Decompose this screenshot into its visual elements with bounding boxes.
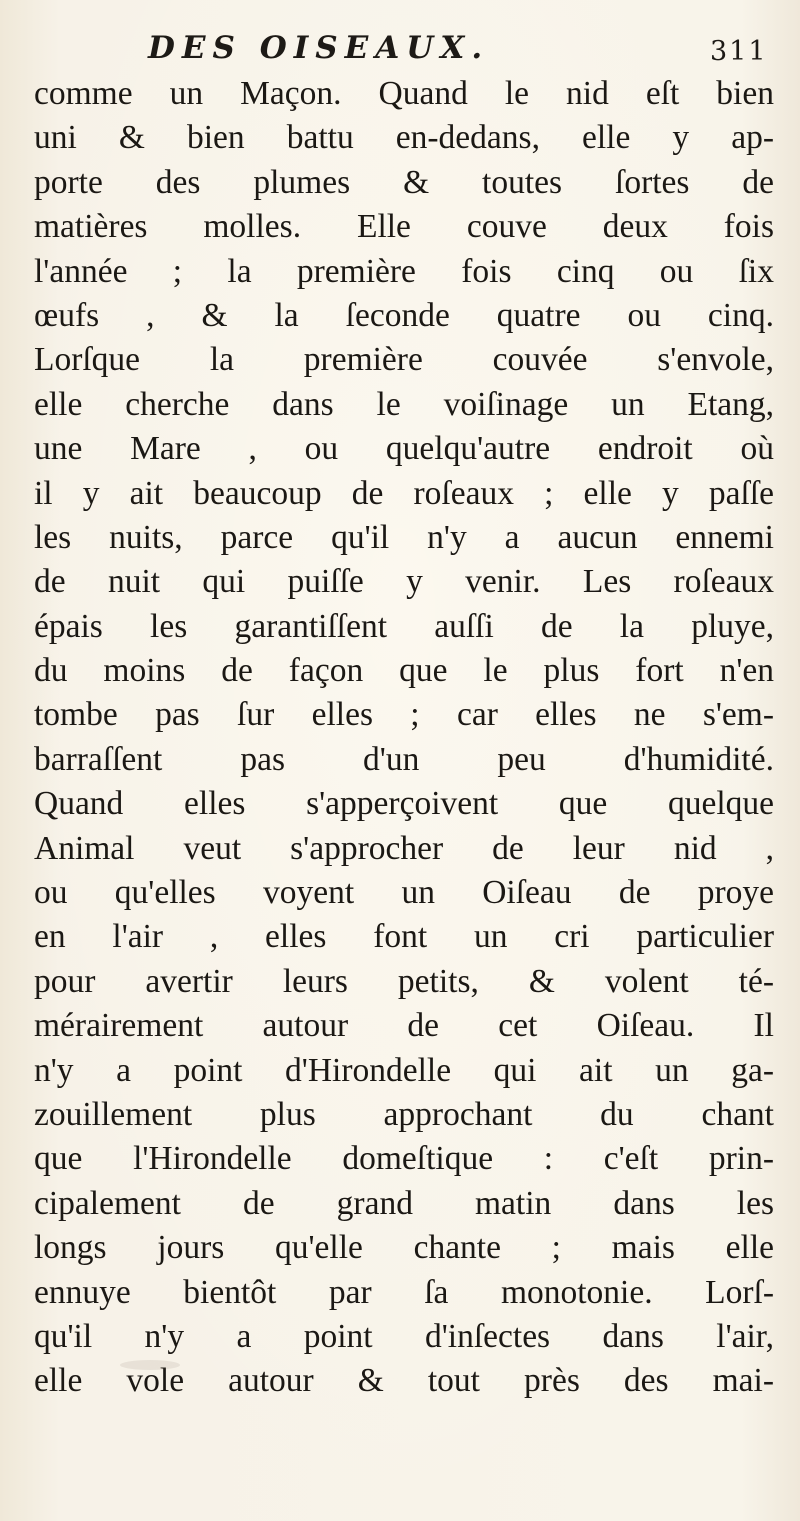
text-line: matières molles. Elle couve deux fois — [34, 208, 774, 246]
text-line: porte des plumes & toutes ſortes de — [34, 163, 774, 201]
text-line: Quand elles s'apperçoivent que quelque — [34, 785, 774, 823]
text-line: du moins de façon que le plus fort n'en — [34, 652, 774, 690]
text-line: barraſſent pas d'un peu d'humidité. — [34, 740, 774, 778]
text-line: l'année ; la première fois cinq ou ſix — [34, 252, 774, 290]
ink-smudge — [120, 1360, 180, 1370]
text-line: mérairement autour de cet Oiſeau. Il — [34, 1007, 774, 1045]
text-line: de nuit qui puiſſe y venir. Les roſeaux — [34, 563, 774, 601]
text-line: zouillement plus approchant du chant — [34, 1095, 774, 1133]
text-line: il y ait beaucoup de roſeaux ; elle y paſſe — [34, 474, 774, 512]
text-line: elle cherche dans le voiſinage un Etang, — [34, 385, 774, 423]
text-line: comme un Maçon. Quand le nid eſt bien — [34, 75, 774, 112]
text-line: qu'il n'y a point d'inſectes dans l'air, — [34, 1317, 774, 1355]
text-line: œufs , & la ſeconde quatre ou cinq. — [34, 296, 774, 334]
text-line: uni & bien battu en-dedans, elle y ap- — [34, 119, 774, 157]
text-line: Lorſque la première couvée s'envole, — [34, 341, 774, 379]
text-line: elle vole autour & tout près des mai- — [34, 1362, 774, 1400]
text-line: les nuits, parce qu'il n'y a aucun ennemi — [34, 518, 774, 556]
running-title: DES OISEAUX. — [148, 30, 490, 66]
text-line: tombe pas ſur elles ; car elles ne s'em- — [34, 696, 774, 734]
page-number: 311 — [710, 36, 768, 67]
text-line: en l'air , elles font un cri particulier — [34, 918, 774, 956]
text-line: épais les garantiſſent auſſi de la pluye, — [34, 607, 774, 645]
text-line: cipalement de grand matin dans les — [34, 1184, 774, 1222]
text-line: que l'Hirondelle domeſtique : c'eſt prin- — [34, 1140, 774, 1178]
text-line: longs jours qu'elle chante ; mais elle — [34, 1229, 774, 1267]
text-line: ennuye bientôt par ſa monotonie. Lorſ- — [34, 1273, 774, 1311]
text-line: une Mare , ou quelqu'autre endroit où — [34, 430, 774, 468]
text-line: n'y a point d'Hirondelle qui ait un ga- — [34, 1051, 774, 1089]
text-line: pour avertir leurs petits, & volent té- — [34, 962, 774, 1000]
text-line: ou qu'elles voyent un Oiſeau de proye — [34, 874, 774, 912]
text-line: Animal veut s'approcher de leur nid , — [34, 829, 774, 867]
running-head — [0, 30, 800, 74]
body-text — [34, 72, 774, 1404]
